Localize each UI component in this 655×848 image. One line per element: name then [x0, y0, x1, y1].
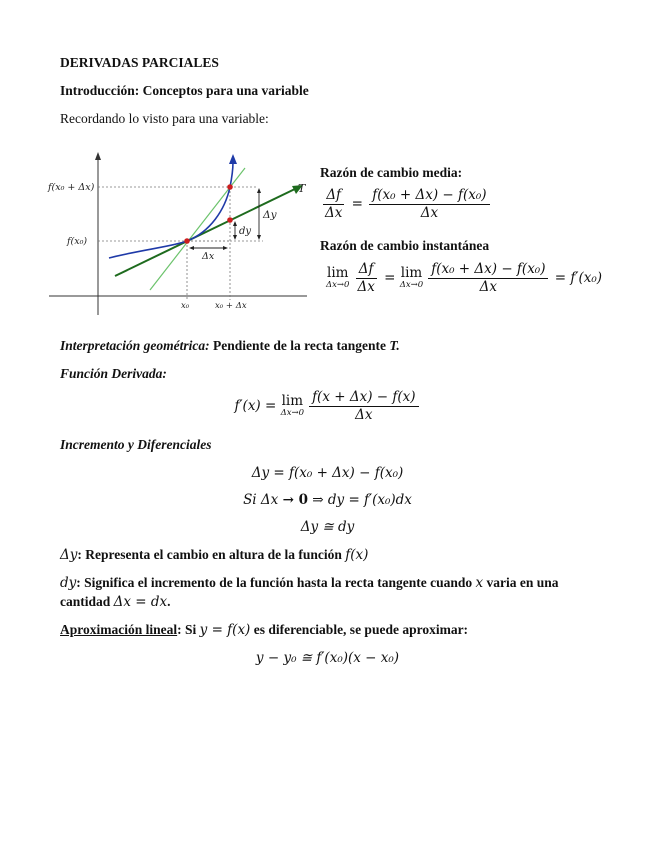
label-delta-x: Δx [202, 251, 215, 262]
label-dy: dy [239, 226, 252, 237]
mean-rate-formula: $\frac{\Delta f}{\Delta x}$ = $\frac{\text{f(x₀ + Δx) − f(x₀)}}{\Delta x}$ [320, 188, 492, 221]
dy-note-line1: dy: Significa el incremento de la función hasta la recta tangente cuando x varia en una [60, 575, 559, 591]
linear-approx-formula: y − y₀ ≅ f′(x₀)(x − x₀) [255, 650, 400, 666]
label-T: T [298, 182, 306, 195]
derivative-figure [45, 150, 310, 320]
label-delta-y: Δy [263, 209, 277, 221]
linear-approx-text: Aproximación lineal: Si y = f(x) es diferenciable, se puede aproximar: [60, 622, 469, 638]
tangent-line [115, 188, 297, 276]
tick-x0dx: x₀ + Δx [215, 301, 247, 311]
point-x0 [184, 238, 190, 244]
differential-equation: Si Δx → 0 ⇒ dy = f′(x₀)dx [243, 492, 412, 508]
delta-y-note: Δy: Representa el cambio en altura de la función f(x) [60, 547, 369, 563]
inst-rate-heading: Razón de cambio instantánea [320, 238, 490, 253]
approx-equation: Δy ≅ dy [300, 519, 355, 535]
function-curve [109, 162, 233, 258]
label-fx0dx: f(x₀ + Δx) [48, 182, 95, 193]
section-subtitle: Introducción: Conceptos para una variable [60, 83, 309, 98]
derivative-formula: f′(x) = lim Δx→0 $\frac{f(x + \Delta x) - f(x)}{\Delta x}$ [0, 390, 655, 423]
label-fx0: f(x₀) [67, 236, 88, 247]
y-axis-arrow [95, 152, 101, 160]
mean-rate-heading: Razón de cambio media: [320, 165, 463, 180]
inst-rate-formula: lim Δx→0 $\frac{\Delta f}{\Delta x}$ = lim Δx→0 $\frac{\text{f(x₀ + Δx) − f(x₀)}}{\Delta x}$ = f′(x₀) [326, 261, 603, 295]
increment-equation: Δy = f(x₀ + Δx) − f(x₀) [251, 465, 404, 481]
tick-x0: x₀ [181, 301, 190, 311]
point-x0dx-tangent [227, 217, 233, 223]
derivative-heading: Función Derivada: [60, 366, 167, 381]
curve-arrow [229, 154, 237, 164]
page-title: DERIVADAS PARCIALES [60, 55, 219, 70]
increments-heading: Incremento y Diferenciales [60, 437, 212, 452]
geometric-interpretation: Interpretación geométrica: Pendiente de la recta tangente T. [60, 338, 400, 353]
point-x0dx-curve [227, 184, 233, 190]
intro-text: Recordando lo visto para una variable: [60, 111, 269, 126]
dy-note-line2: cantidad Δx = dx. [60, 594, 171, 610]
